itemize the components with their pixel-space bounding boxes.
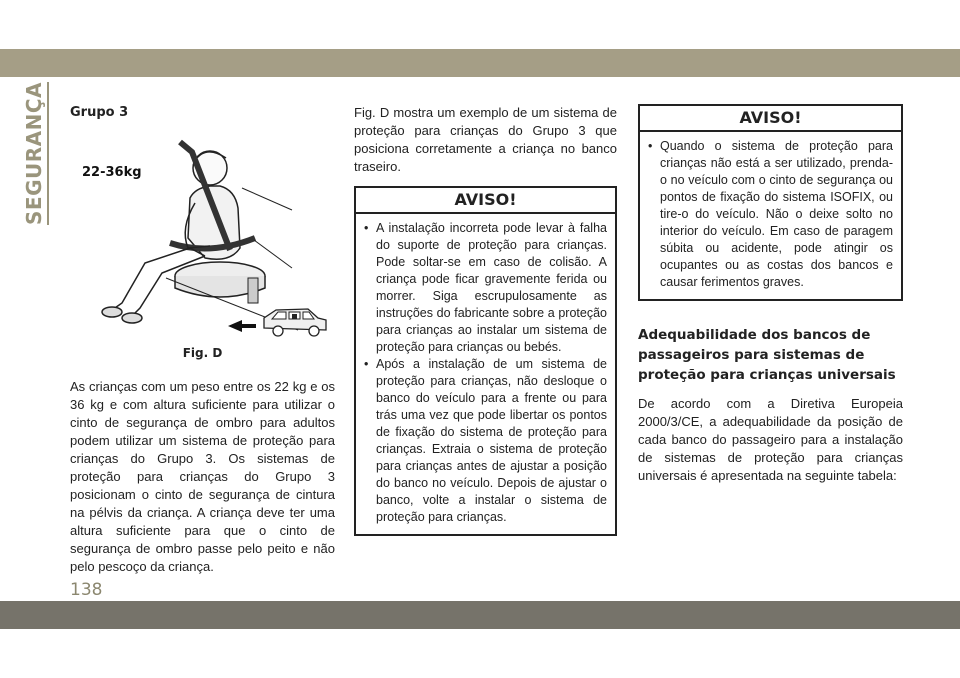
weight-label: 22-36kg (82, 165, 142, 180)
figure-caption: Fig. D (182, 346, 223, 360)
car-icon (264, 309, 326, 336)
figure-description: Fig. D mostra um exemplo de um sistema de proteção para crianças do Grupo 3 que posiciona corretamente a criança no banco traseiro. (354, 105, 617, 174)
warning-list (356, 214, 615, 534)
column-middle (354, 104, 617, 536)
footer-band (0, 601, 960, 629)
column-right (638, 104, 903, 485)
warning-box (354, 186, 617, 536)
warning-title: AVISO! (640, 106, 901, 132)
column-left (70, 104, 335, 576)
warning-box (638, 104, 903, 301)
warning-item: • Quando o sistema de proteção para crianças não está a ser utilizado, prenda-o no veículo com o cinto de segurança ou pontos de fixação do sistema ISOFIX, ou tire-o do veículo. Não o deixe solto no interior do veículo. Em caso de paragem súbita ou acidente, pode atingir os ocupantes ou as costas dos bancos e causar ferimentos graves. (648, 138, 893, 291)
suitability-paragraph: De acordo com a Diretiva Europeia 2000/3/CE, a adequabilidade da posição de cada banco do passageiro para a instalação de sistemas de proteção para crianças universais é apresentada na seguinte tabela: (638, 396, 903, 483)
figure-d (70, 128, 335, 360)
page-number: 138 (70, 580, 103, 600)
section-label: SEGURANÇA (22, 82, 49, 225)
warning-item: • A instalação incorreta pode levar à falha do suporte de proteção para crianças. Pode soltar-se em caso de colisão. A criança pode ficar gravemente ferida ou morrer. Siga escrupulosamente as instruções do fabricante sobre a proteção para crianças ao instalar um sistema de proteção para crianças ou bebés. (364, 220, 607, 356)
direction-arrow-icon (228, 320, 256, 332)
group3-paragraph: As crianças com um peso entre os 22 kg e os 36 kg e com altura suficiente para utilizar o cinto de segurança de ombro para adultos podem utilizar um sistema de proteção para crianças do Grupo 3. Os sistemas de proteção para crianças do Grupo 3 posicionam o cinto de segurança de cintura na pélvis da criança. A criança deve ter uma altura suficiente para que o cinto de segurança de ombro passe pelo peito e não pelo pescoço da criança. (70, 379, 335, 574)
warning-list (640, 132, 901, 299)
child-seat-illustration (70, 128, 335, 343)
group-heading: Grupo 3 (70, 105, 129, 120)
suitability-heading: Adequabilidade dos bancos de passageiros para sistemas de proteção para crianças universais (638, 327, 896, 383)
warning-item: • Após a instalação de um sistema de proteção para crianças, não desloque o banco do veículo para a frente ou para trás uma vez que pode libertar os pontos de fixação do sistema de proteção para crianças. Extraia o sistema de proteção para crianças antes de ajustar a posição do banco no veículo. Depois de ajustar o banco, volte a instalar o sistema de proteção para crianças. (364, 356, 607, 526)
header-band (0, 49, 960, 77)
warning-title: AVISO! (356, 188, 615, 214)
